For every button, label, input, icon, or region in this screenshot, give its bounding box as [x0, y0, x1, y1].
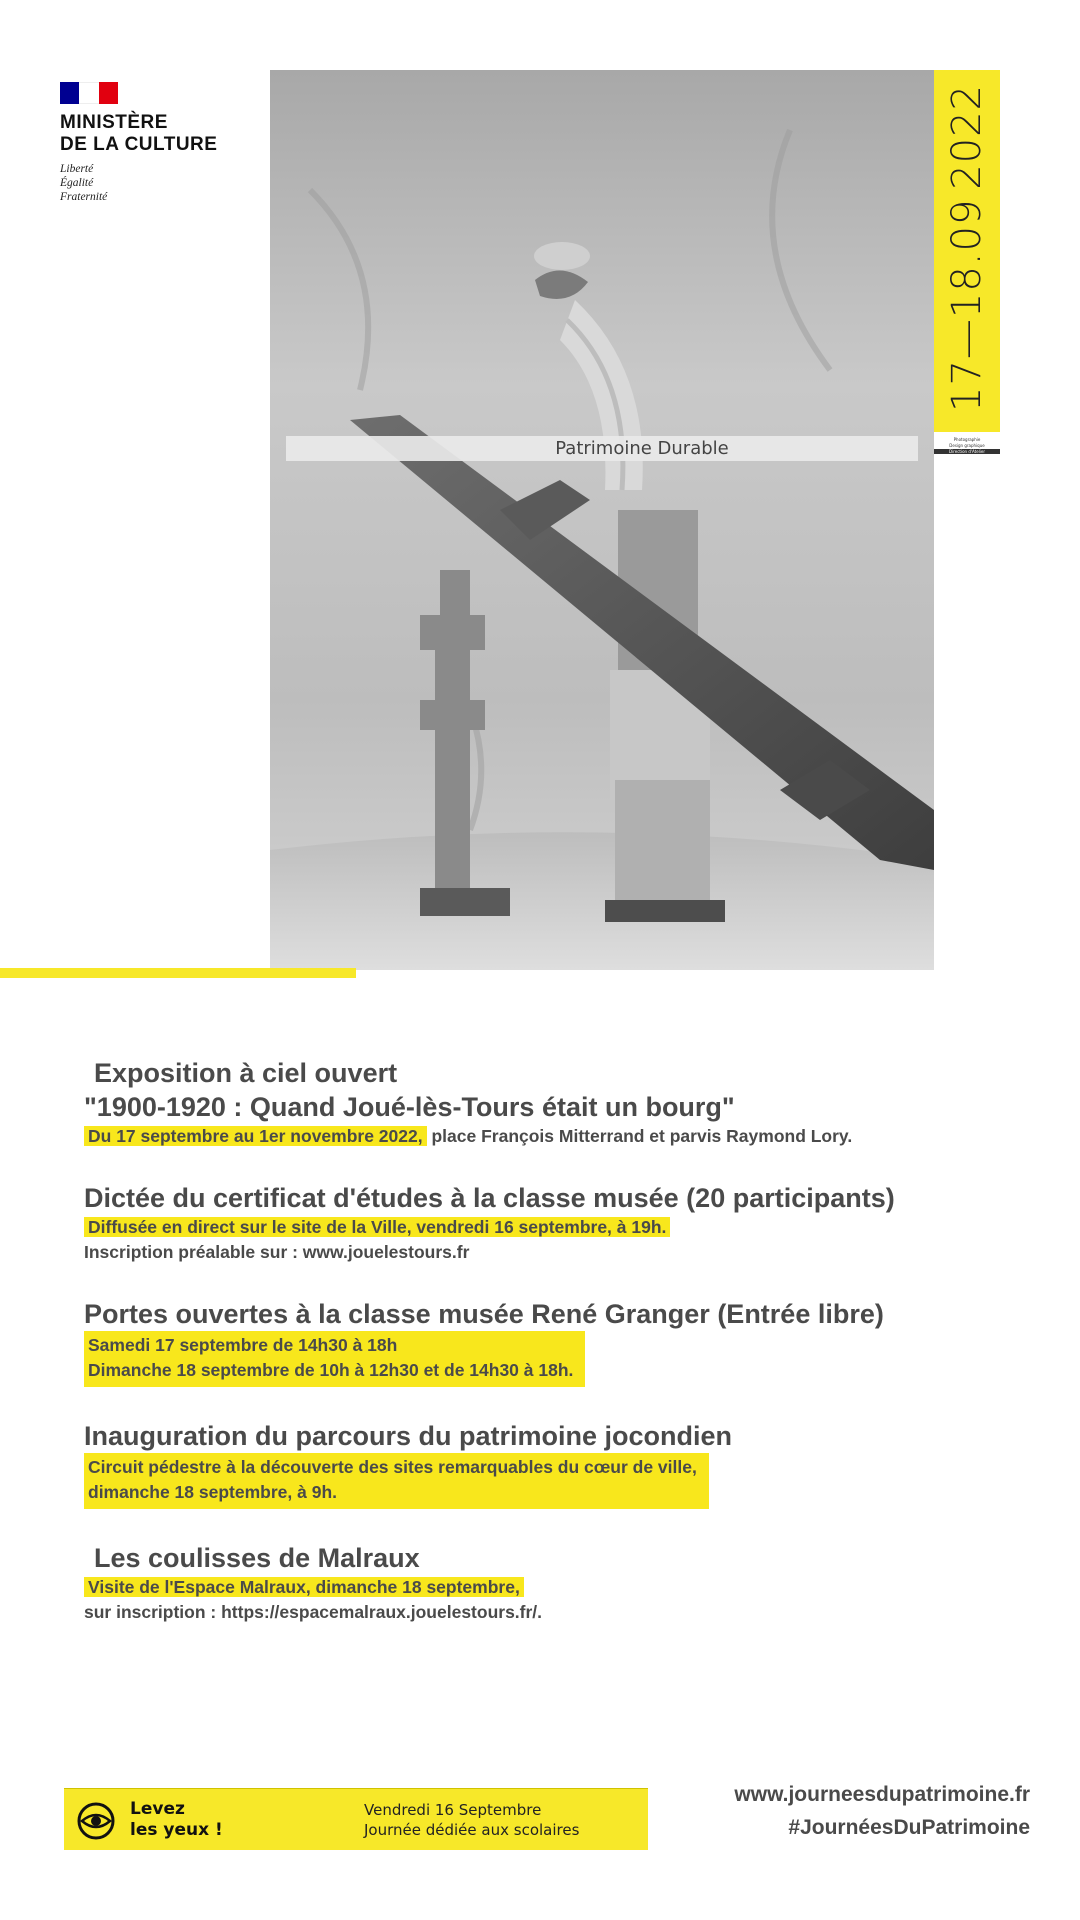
event-title: Dictée du certificat d'études à la classe musée (20 participants) — [84, 1183, 895, 1213]
slogan-line1: Levez — [130, 1799, 185, 1819]
event-visit-highlight: Visite de l'Espace Malraux, dimanche 18 septembre, — [84, 1577, 524, 1597]
event-saturday: Samedi 17 septembre de 14h30 à 18h — [88, 1335, 398, 1355]
footer-links — [734, 1778, 1030, 1844]
footer-slogan — [130, 1799, 223, 1841]
event-portes-ouvertes — [84, 1297, 1044, 1387]
motto-egalite: Égalité — [60, 177, 94, 189]
credit-direction: Direction d'Atelier — [934, 449, 1000, 454]
event-title: Inauguration du parcours du patrimoine jocondien — [84, 1421, 733, 1451]
events-program — [84, 1056, 1044, 1657]
yellow-divider — [0, 968, 356, 978]
poster-credits — [934, 437, 1000, 455]
event-coulisses — [84, 1541, 1044, 1625]
event-inauguration — [84, 1419, 1044, 1509]
event-circuit-highlight — [84, 1453, 709, 1509]
event-subtitle: "1900-1920 : Quand Joué-lès-Tours était un bourg" — [84, 1092, 735, 1122]
event-dates-highlight: Du 17 septembre au 1er novembre 2022, — [84, 1126, 427, 1146]
event-year: 2022 — [944, 84, 990, 190]
ministry-name — [60, 112, 250, 156]
event-broadcast-highlight: Diffusée en direct sur le site de la Ville, vendredi 16 septembre, à 19h. — [84, 1217, 670, 1237]
eye-icon — [76, 1801, 116, 1841]
event-title: Les coulisses de Malraux — [94, 1543, 420, 1573]
event-date: dimanche 18 septembre, à 9h. — [88, 1482, 337, 1502]
event-exposition — [84, 1056, 1044, 1149]
website-link[interactable]: www.journeesdupatrimoine.fr — [734, 1783, 1030, 1806]
credit-design: Design graphique — [949, 443, 985, 448]
event-dictee — [84, 1181, 1044, 1265]
footer-schools-info — [364, 1800, 579, 1840]
republic-motto — [60, 162, 250, 204]
event-location: place François Mitterrand et parvis Raymond Lory. — [426, 1126, 853, 1146]
event-details — [84, 1575, 1044, 1600]
motto-liberte: Liberté — [60, 163, 94, 175]
event-title: Exposition à ciel ouvert — [94, 1058, 398, 1088]
theme-label: Patrimoine Durable — [555, 438, 729, 459]
event-dates — [934, 70, 1000, 432]
schools-label: Journée dédiée aux scolaires — [364, 1821, 580, 1839]
ministry-name-line1: MINISTÈRE — [60, 112, 168, 133]
event-registration: sur inscription : https://espacemalraux.jouelestours.fr/. — [84, 1602, 543, 1622]
motto-fraternite: Fraternité — [60, 191, 108, 203]
ministry-logo — [60, 82, 250, 204]
slogan-line2: les yeux ! — [130, 1820, 223, 1840]
event-schedule-highlight — [84, 1331, 585, 1387]
sculpture-illustration — [270, 70, 934, 970]
hashtag: #JournéesDuPatrimoine — [788, 1816, 1030, 1839]
event-registration: Inscription préalable sur : www.jouelestours.fr — [84, 1242, 470, 1262]
ministry-name-line2: DE LA CULTURE — [60, 134, 218, 155]
event-details — [84, 1215, 1044, 1240]
event-details — [84, 1124, 1044, 1149]
date-range: 17—18.09 — [944, 198, 990, 412]
footer-banner — [64, 1788, 648, 1850]
event-description: Circuit pédestre à la découverte des sites remarquables du cœur de ville, — [88, 1457, 697, 1477]
poster-photo — [270, 70, 934, 970]
event-sunday: Dimanche 18 septembre de 10h à 12h30 et de 14h30 à 18h. — [88, 1360, 574, 1380]
marianne-flag-icon — [60, 82, 118, 104]
event-title: Portes ouvertes à la classe musée René Granger (Entrée libre) — [84, 1299, 884, 1329]
schools-date: Vendredi 16 Septembre — [364, 1801, 542, 1819]
credit-photo: Photographie — [953, 437, 981, 442]
